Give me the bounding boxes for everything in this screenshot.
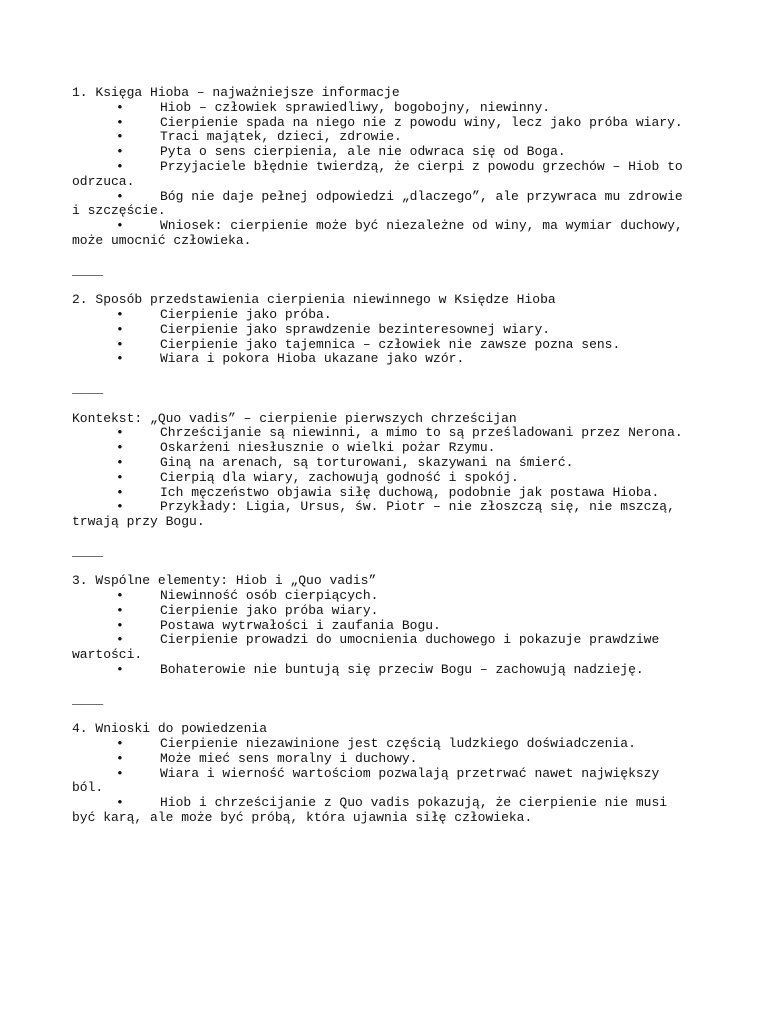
bullet-icon: • — [116, 588, 124, 604]
bullet-icon: • — [116, 662, 124, 678]
separator-line: ____ — [72, 691, 104, 707]
list-item — [72, 796, 692, 826]
section-separator — [72, 545, 692, 560]
list-item-text: Cierpienie jako tajemnica – człowiek nie zawsze pozna sens. — [160, 336, 621, 352]
bullet-icon: • — [116, 144, 124, 160]
list-item — [72, 145, 692, 160]
bullet-icon: • — [116, 99, 124, 115]
section-title: 3. Wspólne elementy: Hiob i „Quo vadis” — [72, 573, 377, 589]
bullet-icon: • — [116, 454, 124, 470]
section-hiob-info — [72, 86, 692, 249]
list-item-text: Wiara i pokora Hioba ukazane jako wzór. — [160, 351, 465, 367]
list-item-text: Postawa wytrwałości i zaufania Bogu. — [160, 617, 441, 633]
bullet-icon: • — [116, 336, 124, 352]
section-title: Kontekst: „Quo vadis” – cierpienie pierwszych chrześcijan — [72, 410, 517, 426]
list-item-text: Cierpienie prowadzi do umocnienia duchowego i pokazuje prawdziwe wartości. — [72, 632, 668, 663]
bullet-icon: • — [116, 632, 124, 648]
list-item-text: Może mieć sens moralny i duchowy. — [160, 750, 418, 766]
list-item — [72, 426, 692, 441]
list-item — [72, 323, 692, 338]
list-item — [72, 441, 692, 456]
list-item-text: Przykłady: Ligia, Ursus, św. Piotr – nie złoszczą się, nie mszczą, trwają przy Bogu. — [72, 499, 683, 530]
list-item-text: Cierpienie jako próba wiary. — [160, 602, 379, 618]
list-item — [72, 471, 692, 486]
document-body — [72, 86, 692, 826]
list-item — [72, 116, 692, 131]
bullet-icon: • — [116, 602, 124, 618]
list-item-text: Oskarżeni niesłusznie o wielki pożar Rzymu. — [160, 440, 496, 456]
list-item-text: Wiara i wierność wartościom pozwalają przetrwać nawet największy ból. — [72, 765, 668, 796]
bullet-icon: • — [116, 321, 124, 337]
list-item-text: Ich męczeństwo objawia siłę duchową, podobnie jak postawa Hioba. — [160, 484, 660, 500]
list-item — [72, 219, 692, 249]
list-item — [72, 500, 692, 530]
bullet-icon: • — [116, 218, 124, 234]
separator-line: ____ — [72, 262, 104, 278]
section-quo-vadis-context — [72, 412, 692, 530]
section-conclusions — [72, 722, 692, 826]
list-item — [72, 589, 692, 604]
list-item-text: Traci majątek, dzieci, zdrowie. — [160, 129, 402, 145]
list-item-text: Cierpią dla wiary, zachowują godność i spokój. — [160, 469, 519, 485]
bullet-icon: • — [116, 114, 124, 130]
bullet-list — [72, 426, 692, 530]
list-item-text: Bóg nie daje pełnej odpowiedzi „dlaczego”, ale przywraca mu zdrowie i szczęście. — [72, 188, 691, 219]
bullet-list — [72, 308, 692, 367]
bullet-icon: • — [116, 765, 124, 781]
list-item-text: Hiob i chrześcijanie z Quo vadis pokazują, że cierpienie nie musi być karą, ale może być próbą, która ujawnia siłę człowieka. — [72, 795, 675, 826]
bullet-list — [72, 101, 692, 249]
separator-line: ____ — [72, 543, 104, 559]
bullet-icon: • — [116, 750, 124, 766]
section-title: 4. Wnioski do powiedzenia — [72, 721, 268, 737]
bullet-icon: • — [116, 351, 124, 367]
bullet-list — [72, 737, 692, 826]
list-item-text: Chrześcijanie są niewinni, a mimo to są prześladowani przez Nerona. — [160, 425, 683, 441]
list-item-text: Cierpienie spada na niego nie z powodu winy, lecz jako próba wiary. — [160, 114, 683, 130]
bullet-icon: • — [116, 499, 124, 515]
list-item-text: Przyjaciele błędnie twierdzą, że cierpi z powodu grzechów – Hiob to odrzuca. — [72, 158, 691, 189]
list-item — [72, 352, 692, 367]
section-separator — [72, 693, 692, 708]
bullet-icon: • — [116, 736, 124, 752]
bullet-icon: • — [116, 469, 124, 485]
list-item — [72, 737, 692, 752]
list-item-text: Bohaterowie nie buntują się przeciw Bogu – zachowują nadzieję. — [160, 662, 644, 678]
bullet-icon: • — [116, 795, 124, 811]
separator-line: ____ — [72, 380, 104, 396]
section-title: 2. Sposób przedstawienia cierpienia niewinnego w Księdze Hioba — [72, 292, 556, 308]
list-item — [72, 767, 692, 797]
list-item — [72, 486, 692, 501]
list-item — [72, 160, 692, 190]
list-item — [72, 101, 692, 116]
bullet-icon: • — [116, 440, 124, 456]
list-item-text: Cierpienie jako próba. — [160, 306, 332, 322]
list-item — [72, 663, 692, 678]
list-item-text: Hiob – człowiek sprawiedliwy, bogobojny, niewinny. — [160, 99, 551, 115]
bullet-list — [72, 589, 692, 678]
list-item — [72, 338, 692, 353]
list-item-text: Cierpienie jako sprawdzenie bezinteresownej wiary. — [160, 321, 551, 337]
list-item-text: Wniosek: cierpienie może być niezależne od winy, ma wymiar duchowy, może umocnić człowieka. — [72, 218, 691, 248]
list-item — [72, 633, 692, 663]
list-item-text: Niewinność osób cierpiących. — [160, 588, 379, 604]
list-item — [72, 604, 692, 619]
list-item — [72, 308, 692, 323]
section-separator — [72, 264, 692, 279]
section-title: 1. Księga Hioba – najważniejsze informacje — [72, 85, 400, 100]
bullet-icon: • — [116, 617, 124, 633]
bullet-icon: • — [116, 306, 124, 322]
bullet-icon: • — [116, 484, 124, 500]
section-cierpienie-hioba — [72, 293, 692, 367]
bullet-icon: • — [116, 129, 124, 145]
list-item — [72, 619, 692, 634]
section-common-elements — [72, 574, 692, 678]
list-item-text: Pyta o sens cierpienia, ale nie odwraca się od Boga. — [160, 144, 566, 160]
list-item-text: Cierpienie niezawinione jest częścią ludzkiego doświadczenia. — [160, 736, 636, 752]
bullet-icon: • — [116, 425, 124, 441]
bullet-icon: • — [116, 188, 124, 204]
list-item — [72, 130, 692, 145]
list-item — [72, 190, 692, 220]
list-item — [72, 456, 692, 471]
bullet-icon: • — [116, 158, 124, 174]
list-item — [72, 752, 692, 767]
list-item-text: Giną na arenach, są torturowani, skazywani na śmierć. — [160, 454, 574, 470]
section-separator — [72, 382, 692, 397]
